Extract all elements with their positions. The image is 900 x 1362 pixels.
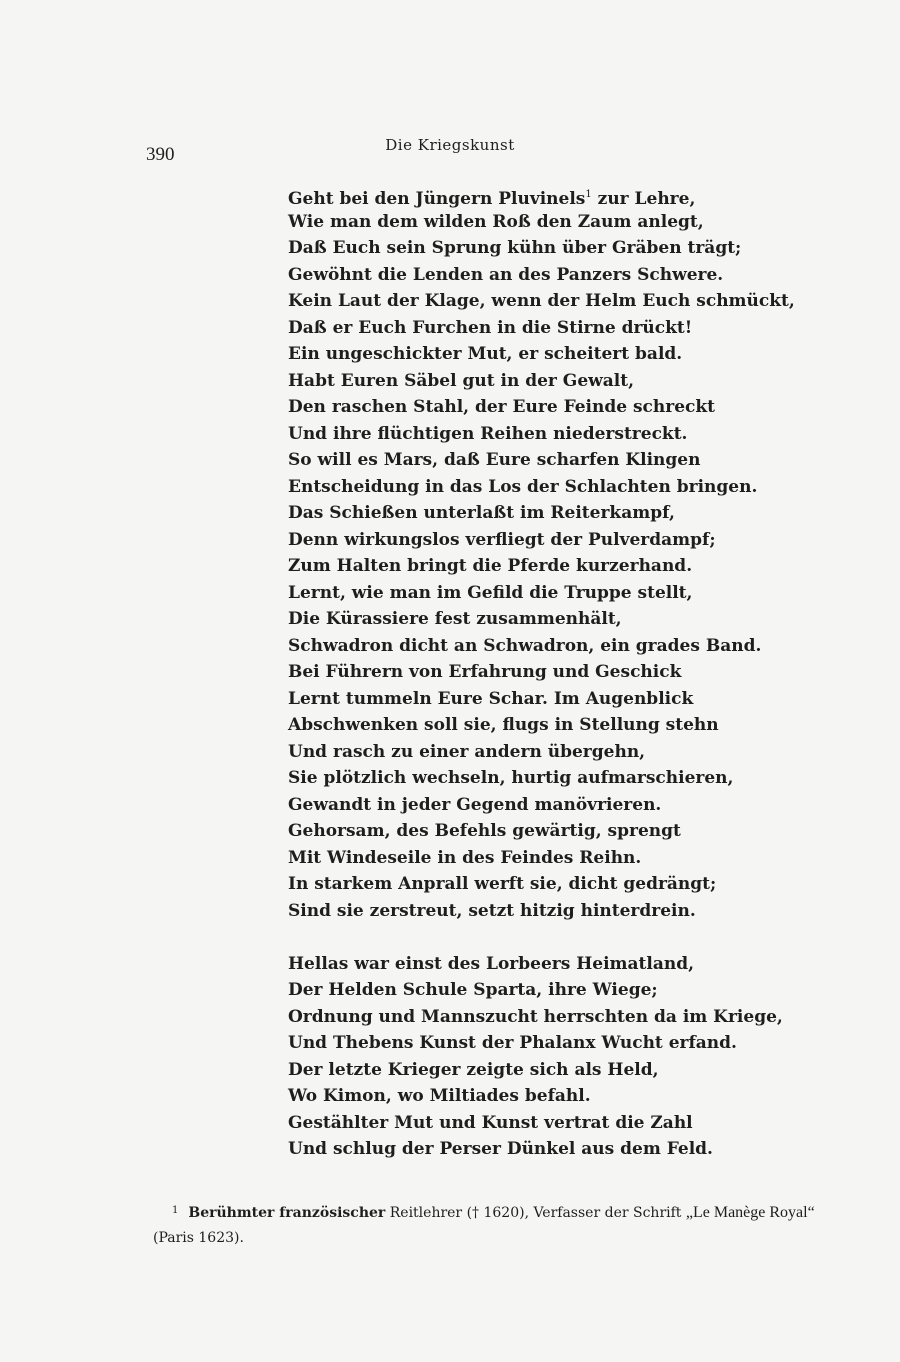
- verse-line: Ein ungeschickter Mut, er scheitert bald.: [288, 344, 683, 364]
- footnote-bold-lead: Berühmter französischer: [188, 1205, 386, 1221]
- footnote-text-end: (Paris 1623).: [153, 1230, 244, 1246]
- stanza: [288, 951, 783, 1163]
- verse-line: Abschwenken soll sie, flugs in Stellung stehn: [288, 715, 719, 735]
- verse-line: Ordnung und Mannszucht herrschten da im Kriege,: [288, 1006, 783, 1027]
- verse-line: Gestählter Mut und Kunst vertrat die Zahl: [288, 1112, 693, 1133]
- verse-line: Daß Euch sein Sprung kühn über Gräben trägt;: [288, 238, 742, 258]
- verse-line: Und Thebens Kunst der Phalanx Wucht erfand.: [288, 1033, 737, 1053]
- verse-line: Gewandt in jeder Gegend manövrieren.: [288, 794, 662, 815]
- verse-line-end: zur Lehre,: [591, 189, 696, 209]
- footnote-work-title: „Le Manège Royal“: [685, 1204, 815, 1221]
- verse-line: Wo Kimon, wo Miltiades befahl.: [288, 1086, 591, 1106]
- verse-line: So will es Mars, daß Eure scharfen Klingen: [288, 450, 701, 470]
- verse-line: In starkem Anprall werft sie, dicht gedrängt;: [288, 874, 717, 894]
- verse-line: Sind sie zerstreut, setzt hitzig hinterdrein.: [288, 900, 696, 921]
- verse-line: Schwadron dicht an Schwadron, ein grades Band.: [288, 635, 762, 656]
- running-title: Die Kriegskunst: [385, 136, 515, 154]
- verse-line: [288, 182, 718, 209]
- footnote-marker: 1: [172, 1205, 179, 1216]
- verse-line: Der Helden Schule Sparta, ihre Wiege;: [288, 980, 658, 1000]
- verse-line: Kein Laut der Klage, wenn der Helm Euch schmückt,: [288, 291, 795, 311]
- verse-line: Hellas war einst des Lorbeers Heimatland,: [288, 953, 695, 974]
- footnote: [153, 1198, 833, 1251]
- verse-line: Mit Windeseile in des Feindes Reihn.: [288, 847, 642, 868]
- verse-line: Entscheidung in das Los der Schlachten bringen.: [288, 476, 758, 497]
- verse-line: Daß er Euch Furchen in die Stirne drückt!: [288, 317, 693, 338]
- footnote-reference: 1: [585, 189, 592, 200]
- verse-line: Der letzte Krieger zeigte sich als Held,: [288, 1059, 659, 1080]
- verse-line-text: Geht bei den Jüngern Pluvinels: [288, 189, 586, 209]
- verse-line: Den raschen Stahl, der Eure Feinde schreckt: [288, 397, 716, 417]
- poem: [288, 182, 795, 1163]
- verse-line: Wie man dem wilden Roß den Zaum anlegt,: [288, 211, 704, 232]
- verse-line: Das Schießen unterlaßt im Reiterkampf,: [288, 503, 675, 523]
- verse-line: Sie plötzlich wechseln, hurtig aufmarschieren,: [288, 768, 734, 788]
- verse-line: Gewöhnt die Lenden an des Panzers Schwere.: [288, 264, 724, 285]
- verse-line: Lernt tummeln Eure Schar. Im Augenblick: [288, 688, 694, 709]
- verse-line: Zum Halten bringt die Pferde kurzerhand.: [288, 556, 693, 576]
- verse-line: Gehorsam, des Befehls gewärtig, sprengt: [288, 821, 681, 841]
- footnote-text: Reitlehrer († 1620), Verfasser der Schrift: [385, 1205, 686, 1221]
- verse-line: Habt Euren Säbel gut in der Gewalt,: [288, 370, 635, 391]
- page-number: 390: [146, 144, 175, 165]
- verse-line: Und schlug der Perser Dünkel aus dem Feld.: [288, 1139, 713, 1159]
- stanza: [288, 182, 795, 924]
- verse-line: Die Kürassiere fest zusammenhält,: [288, 609, 622, 629]
- verse-line: Bei Führern von Erfahrung und Geschick: [288, 662, 682, 682]
- verse-line: Lernt, wie man im Gefild die Truppe stellt,: [288, 582, 693, 603]
- verse-line: Und rasch zu einer andern übergehn,: [288, 741, 646, 762]
- verse-line: Denn wirkungslos verfliegt der Pulverdampf;: [288, 529, 716, 550]
- verse-line: Und ihre flüchtigen Reihen niederstreckt.: [288, 423, 688, 444]
